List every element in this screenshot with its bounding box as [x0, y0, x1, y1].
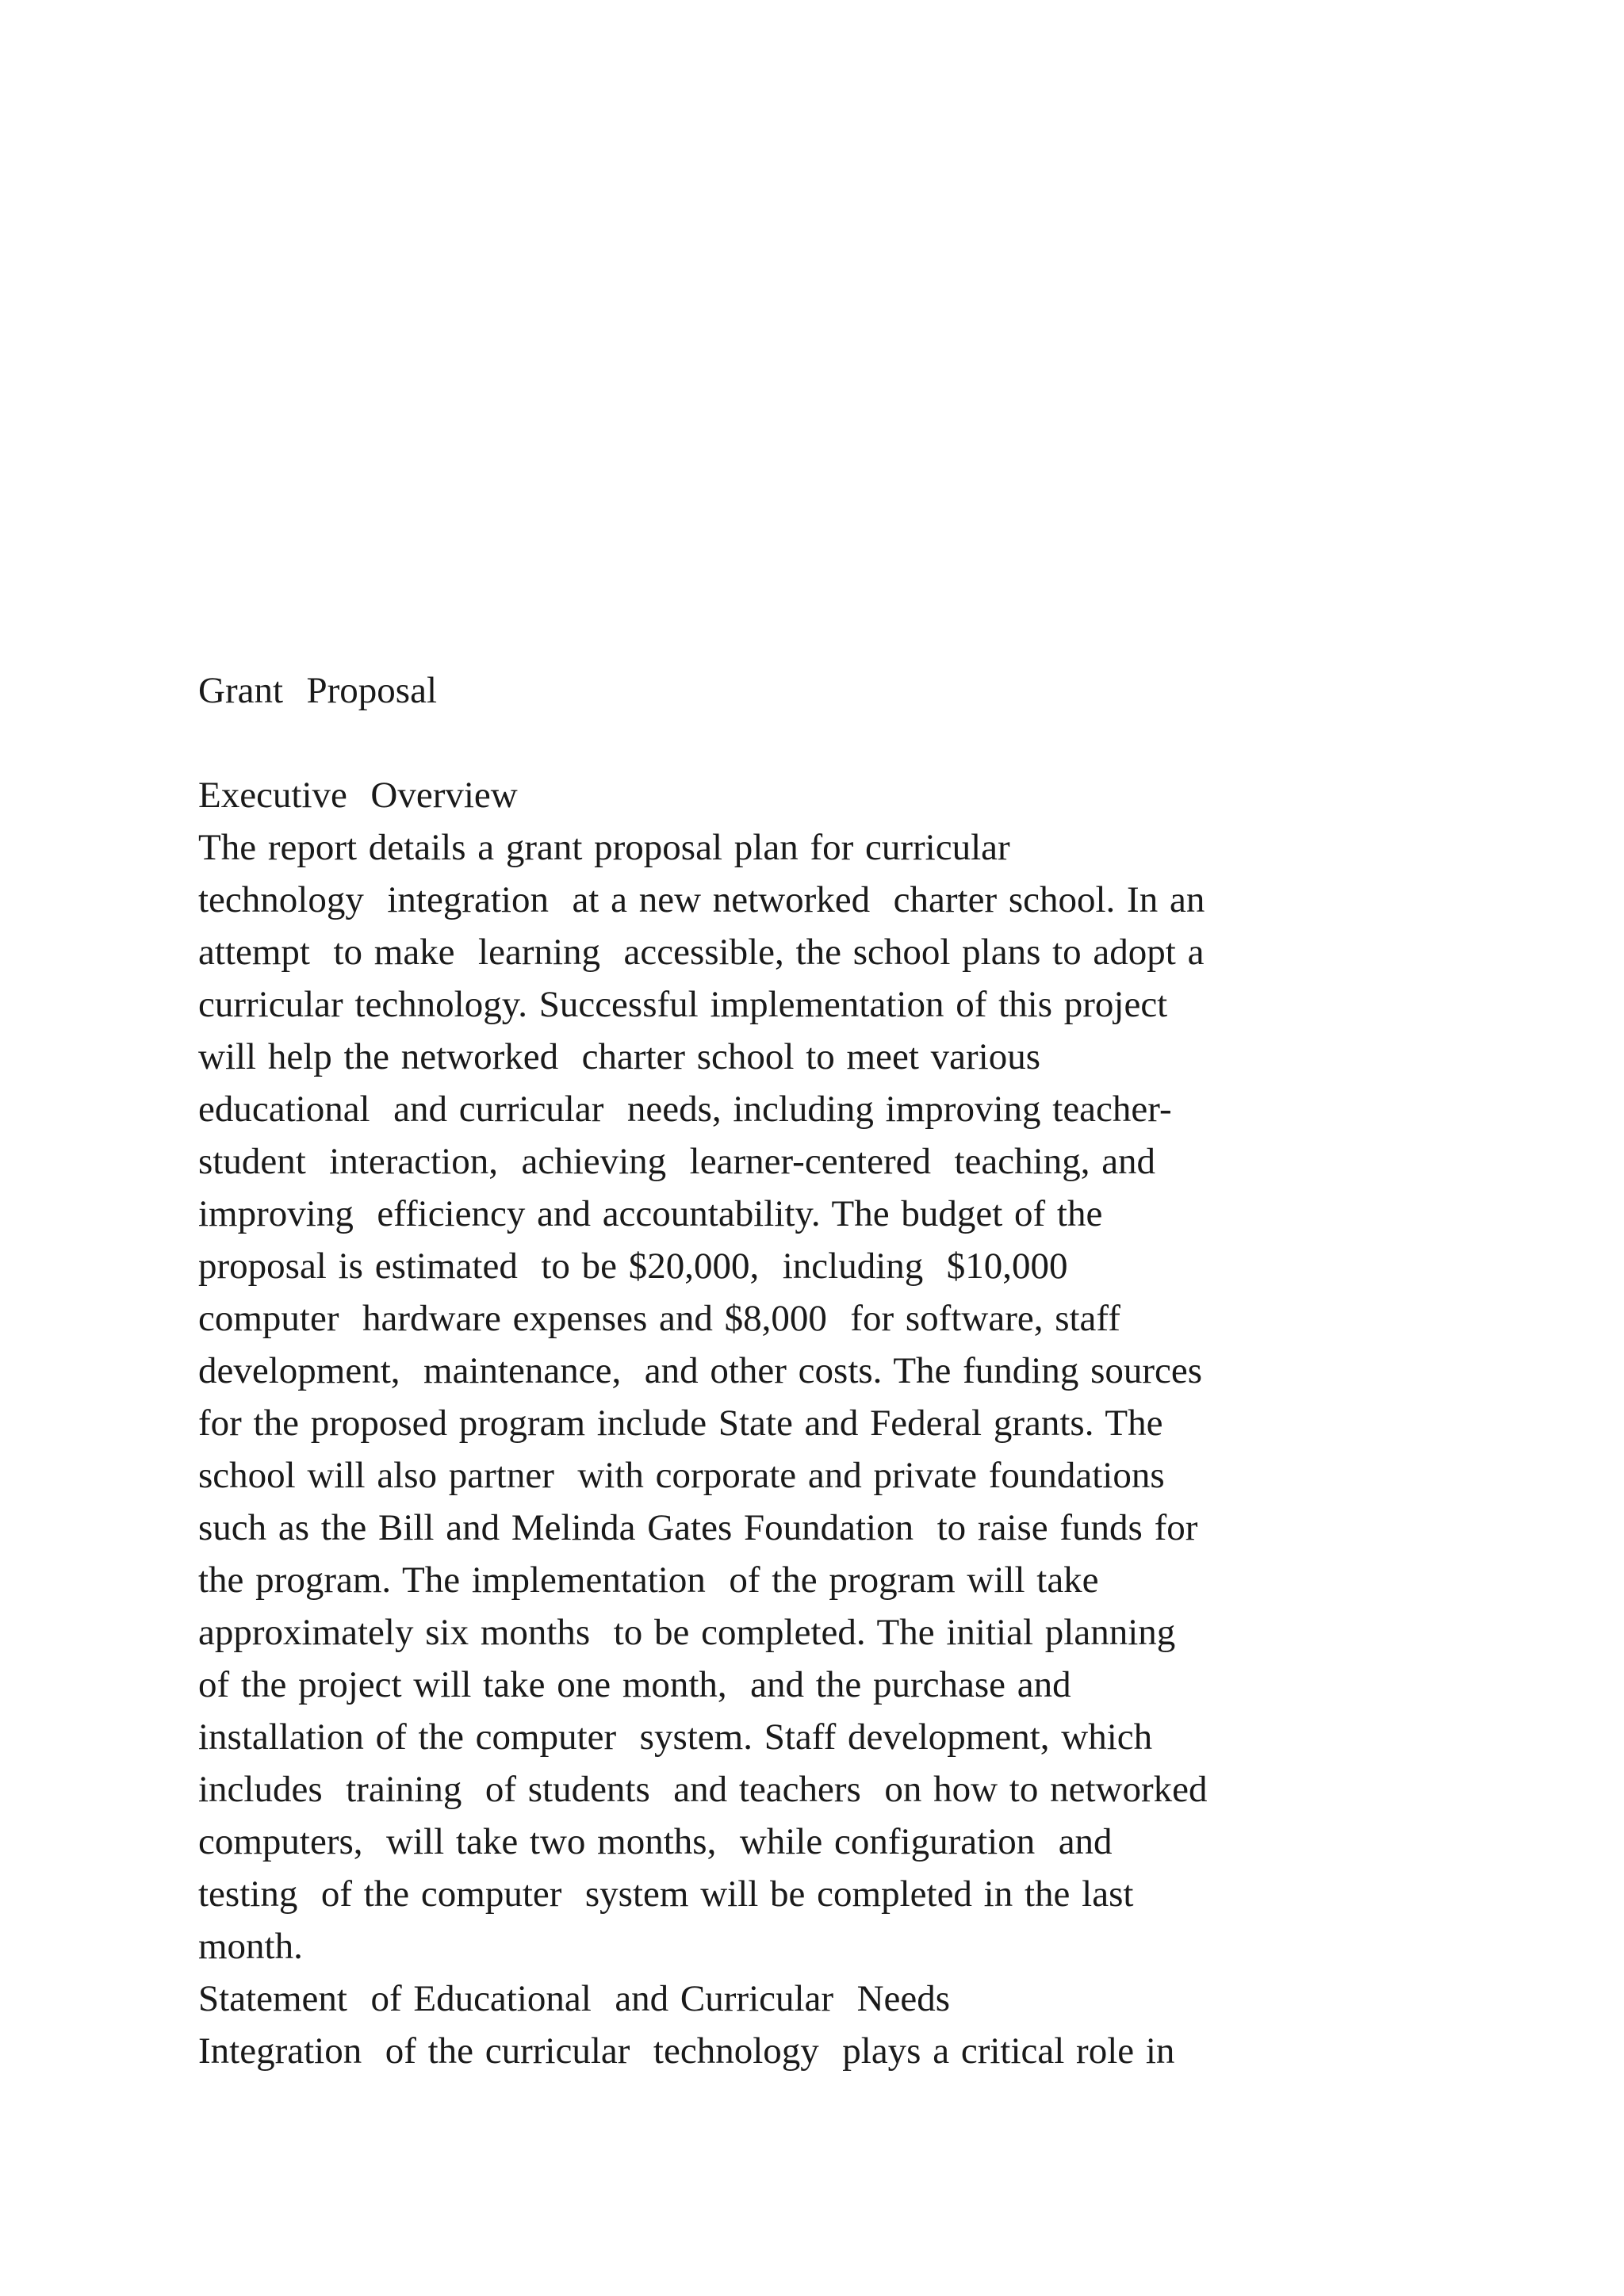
- document-body: [198, 664, 1546, 2077]
- body-line: educational and curricular needs, including improving teacher-: [198, 1089, 1172, 1130]
- body-line: The report details a grant proposal plan for curricular: [198, 827, 1010, 868]
- body-line: Integration of the curricular technology plays a critical role in: [198, 2030, 1175, 2072]
- body-line: student interaction, achieving learner-centered teaching, and: [198, 1141, 1156, 1182]
- body-line: month.: [198, 1926, 303, 1967]
- section-heading: Statement of Educational and Curricular Needs: [198, 1978, 951, 2019]
- body-line: technology integration at a new networked charter school. In an: [198, 879, 1205, 920]
- paragraph-gap: [198, 717, 1546, 769]
- body-line: school will also partner with corporate and private foundations: [198, 1455, 1165, 1496]
- body-line: development, maintenance, and other costs. The funding sources: [198, 1350, 1203, 1391]
- body-line: such as the Bill and Melinda Gates Foundation to raise funds for: [198, 1507, 1198, 1548]
- body-line: will help the networked charter school to meet various: [198, 1036, 1040, 1077]
- body-line: installation of the computer system. Staff development, which: [198, 1716, 1153, 1758]
- body-line: the program. The implementation of the program will take: [198, 1559, 1099, 1601]
- body-line: improving efficiency and accountability. The budget of the: [198, 1193, 1103, 1234]
- body-line: computer hardware expenses and $8,000 for software, staff: [198, 1298, 1120, 1339]
- body-line: approximately six months to be completed. The initial planning: [198, 1612, 1176, 1653]
- body-line: for the proposed program include State and Federal grants. The: [198, 1402, 1163, 1444]
- body-line: testing of the computer system will be completed in the last: [198, 1873, 1134, 1915]
- section-heading: Executive Overview: [198, 775, 518, 816]
- body-line: of the project will take one month, and the purchase and: [198, 1664, 1071, 1705]
- document-title: Grant Proposal: [198, 670, 438, 711]
- body-line: computers, will take two months, while configuration and: [198, 1821, 1113, 1862]
- section-body-educational-needs: [198, 2025, 1546, 2077]
- body-line: attempt to make learning accessible, the school plans to adopt a: [198, 932, 1205, 973]
- body-line: includes training of students and teachers on how to networked: [198, 1769, 1208, 1810]
- section-body-executive-overview: [198, 821, 1546, 1973]
- body-line: proposal is estimated to be $20,000, including $10,000: [198, 1246, 1068, 1287]
- body-line: curricular technology. Successful implementation of this project: [198, 984, 1168, 1025]
